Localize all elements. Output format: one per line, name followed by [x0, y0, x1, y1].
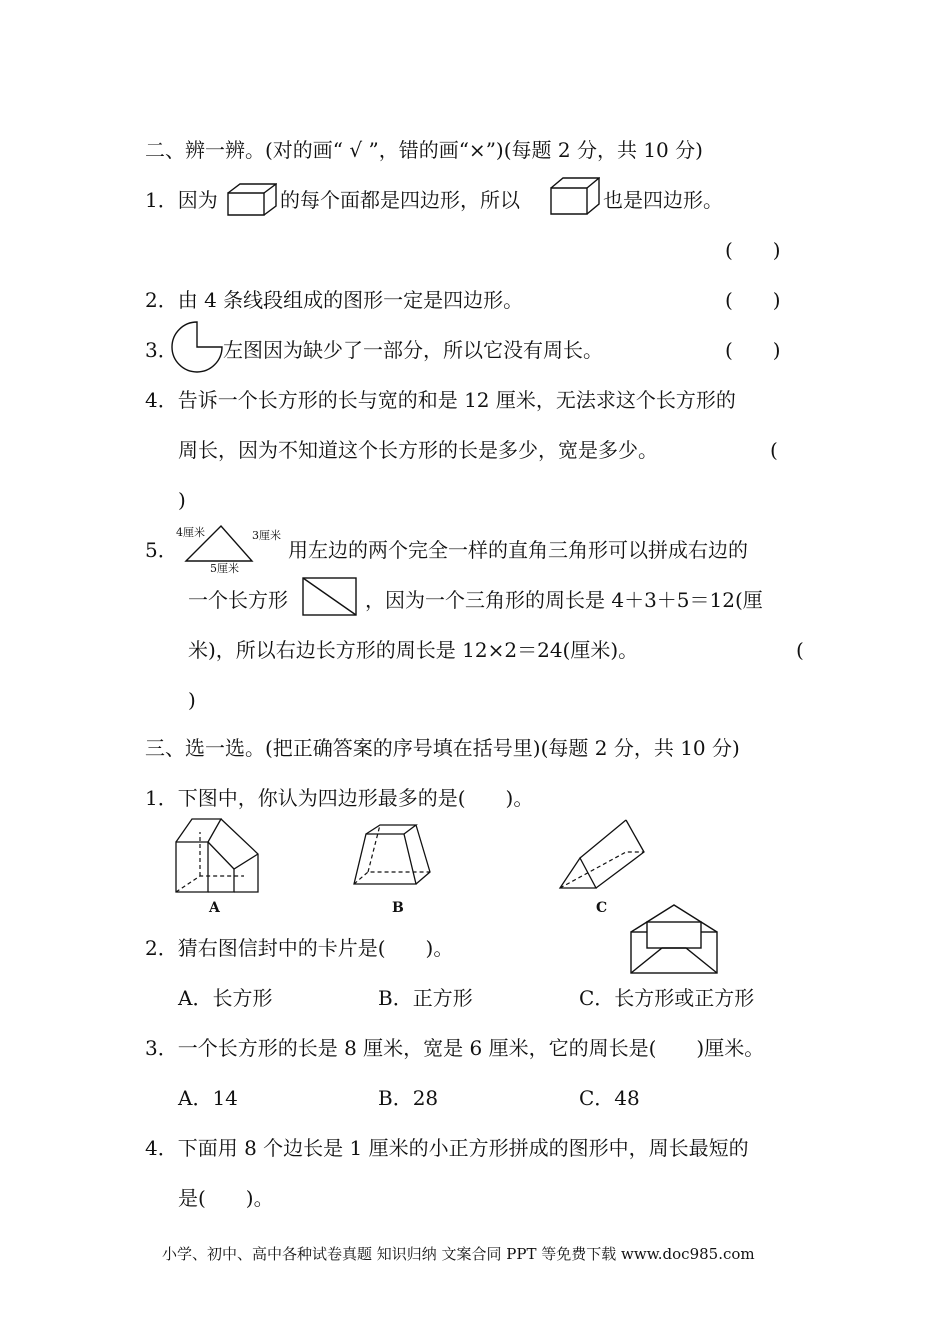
- answer-paren[interactable]: ( ): [725, 238, 781, 262]
- q3-1-text: 1．下图中，你认为四边形最多的是( )。: [145, 786, 534, 810]
- q3-4-line1: 4．下面用 8 个边长是 1 厘米的小正方形拼成的图形中，周长最短的: [145, 1136, 749, 1160]
- answer-paren-close[interactable]: ): [188, 688, 196, 712]
- answer-paren[interactable]: ( ): [725, 288, 781, 312]
- q2-5-line2a: 一个长方形: [188, 588, 288, 612]
- envelope-figure: [628, 902, 720, 976]
- answer-paren-open[interactable]: (: [796, 638, 804, 662]
- q3-3-option-b[interactable]: B．28: [378, 1086, 439, 1110]
- q3-2-option-a[interactable]: A．长方形: [178, 986, 273, 1010]
- shape-b-figure: [350, 822, 436, 888]
- section-2-title: 二、辨一辨。(对的画“ √ ”，错的画“×”)(每题 2 分，共 10 分): [145, 138, 703, 162]
- answer-paren-close[interactable]: ): [178, 488, 186, 512]
- q2-5-number: 5．: [145, 538, 178, 562]
- triangle-label-bottom: 5厘米: [210, 562, 239, 575]
- q2-3-text: 左图因为缺少了一部分，所以它没有周长。: [223, 338, 603, 362]
- answer-paren-open[interactable]: (: [770, 438, 778, 462]
- answer-paren[interactable]: ( ): [725, 338, 781, 362]
- q3-3-option-a[interactable]: A．14: [178, 1086, 238, 1110]
- q3-2-option-b[interactable]: B．正方形: [378, 986, 473, 1010]
- q2-5-line3: 米)，所以右边长方形的周长是 12×2＝24(厘米)。: [188, 638, 639, 662]
- q2-4-line1: 4．告诉一个长方形的长与宽的和是 12 厘米，无法求这个长方形的: [145, 388, 736, 412]
- q3-2-text: 2．猜右图信封中的卡片是( )。: [145, 936, 454, 960]
- q3-3-option-c[interactable]: C．48: [579, 1086, 640, 1110]
- cube-icon: [550, 176, 600, 216]
- shape-c-figure: [556, 816, 660, 892]
- q2-3-number: 3．: [145, 338, 178, 362]
- rectangle-with-diagonal-figure: [302, 577, 358, 617]
- triangle-label-left: 4厘米: [176, 526, 205, 539]
- triangle-label-right: 3厘米: [252, 529, 281, 542]
- q2-1-prefix: 1．因为: [145, 188, 218, 212]
- q2-1-suffix: 也是四边形。: [603, 188, 723, 212]
- q3-4-line2: 是( )。: [178, 1186, 274, 1210]
- page-footer: 小学、初中、高中各种试卷真题 知识归纳 文案合同 PPT 等免费下载 www.doc985.com: [162, 1245, 755, 1263]
- cuboid-icon: [227, 182, 277, 218]
- shape-b-label: B: [392, 900, 404, 916]
- q3-3-text: 3．一个长方形的长是 8 厘米，宽是 6 厘米，它的周长是( )厘米。: [145, 1036, 765, 1060]
- shape-a-figure: [172, 814, 266, 896]
- q2-1-middle: 的每个面都是四边形，所以: [280, 188, 520, 212]
- shape-a-label: A: [209, 900, 220, 916]
- q2-4-line2: 周长，因为不知道这个长方形的长是多少，宽是多少。: [178, 438, 658, 462]
- section-3-title: 三、选一选。(把正确答案的序号填在括号里)(每题 2 分，共 10 分): [145, 736, 740, 760]
- shape-c-label: C: [596, 900, 608, 916]
- q2-2-text: 2．由 4 条线段组成的图形一定是四边形。: [145, 288, 524, 312]
- q3-2-option-c[interactable]: C．长方形或正方形: [579, 986, 755, 1010]
- partial-circle-figure: [170, 320, 224, 374]
- q2-5-line1: 用左边的两个完全一样的直角三角形可以拼成右边的: [288, 538, 748, 562]
- q2-5-line2b: ，因为一个三角形的周长是 4＋3＋5＝12(厘: [365, 588, 763, 612]
